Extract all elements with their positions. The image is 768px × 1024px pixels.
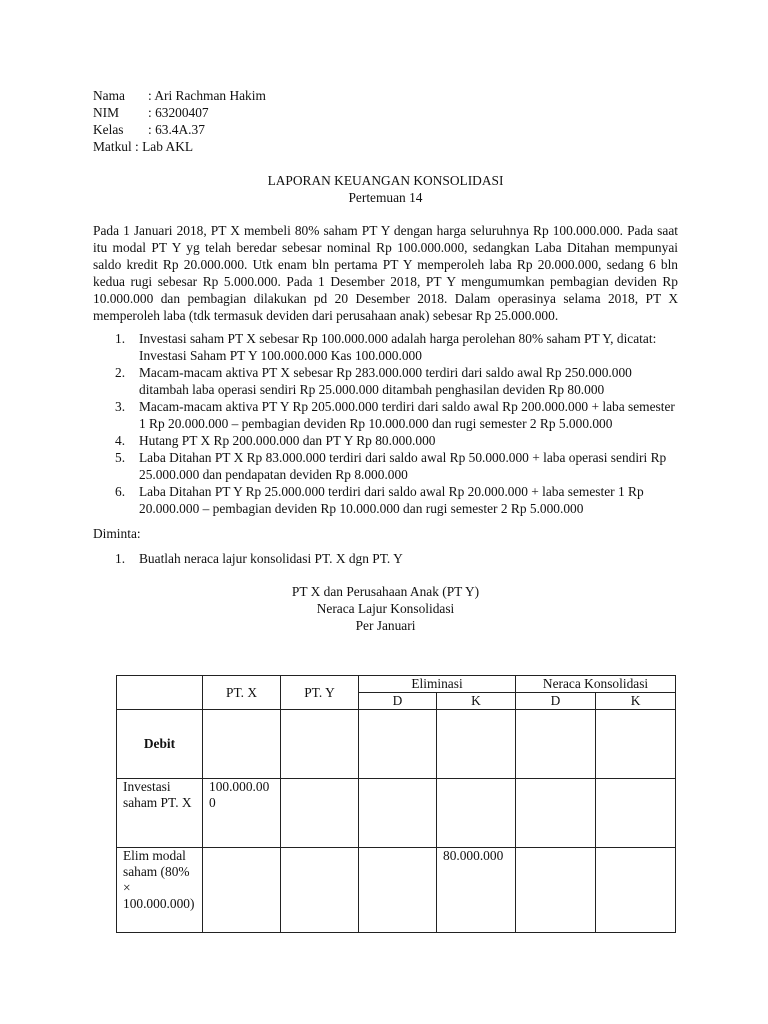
cell-pty [281, 848, 359, 933]
cell-elim-d [359, 779, 437, 848]
list-text: Macam-macam aktiva PT Y Rp 205.000.000 terdiri dari saldo awal Rp 200.000.000 + laba semester 1 Rp 20.000.000 – pembagian deviden Rp 10.000.000 dan rugi semester 2 Rp 5.000.000 [139, 399, 675, 431]
task-text: Buatlah neraca lajur konsolidasi PT. X dgn PT. Y [139, 551, 403, 566]
student-info [93, 87, 678, 155]
list-item [93, 398, 678, 432]
info-matkul: Matkul : Lab AKL [93, 139, 194, 154]
list-item [93, 364, 678, 398]
worksheet-title-date: Per Januari [355, 618, 416, 633]
cell-pty [281, 710, 359, 779]
diminta-label: Diminta: [93, 526, 141, 541]
row-label: Elim modal saham (80% × 100.000.000) [117, 848, 203, 933]
document-page [93, 87, 678, 634]
info-value: : Ari Rachman Hakim [148, 88, 266, 103]
list-item [93, 449, 678, 483]
info-value: : 63200407 [148, 105, 209, 120]
consolidation-worksheet [116, 675, 676, 933]
table-row [117, 848, 676, 933]
cell-nk-d [516, 779, 596, 848]
info-row-matkul [93, 138, 678, 155]
cell-ptx: 100.000.000 [203, 779, 281, 848]
cell-ptx [203, 710, 281, 779]
cell-elim-k [437, 779, 516, 848]
intro-paragraph: Pada 1 Januari 2018, PT X membeli 80% saham PT Y dengan harga seluruhnya Rp 100.000.000. Pada saat itu modal PT Y yg telah beredar sebesar nominal Rp 100.000.000, sedangkan Laba Ditahan mempunyai saldo kredit Rp 20.000.000. Utk enam bln pertama PT Y memperoleh laba Rp 20.000.000, sedang 6 bln kedua rugi sebesar Rp 5.000.000. Pada 1 Desember 2018, PT Y mengumumkan pembagian deviden Rp 10.000.000 dan pembagian dilakukan pd 20 Desember 2018. Dalam operasinya selama 2018, PT X memperoleh laba (tdk termasuk deviden dari perusahaan anak) sebesar Rp 25.000.000. [93, 223, 678, 323]
task-item [93, 550, 678, 567]
table-header-row [117, 676, 676, 693]
cell-nk-d [516, 848, 596, 933]
cell-nk-k [596, 848, 676, 933]
list-number: 3. [115, 399, 126, 414]
header-neraca-konsolidasi: Neraca Konsolidasi [516, 676, 676, 693]
list-number: 4. [115, 433, 126, 448]
header-account [117, 676, 203, 710]
table-row [117, 779, 676, 848]
header-nk-kredit: K [596, 693, 676, 710]
header-eliminasi: Eliminasi [359, 676, 516, 693]
row-label: Debit [117, 710, 203, 779]
info-row-nim [93, 104, 678, 121]
cell-elim-k: 80.000.000 [437, 848, 516, 933]
worksheet-title-name: Neraca Lajur Konsolidasi [316, 601, 455, 616]
info-value: : 63.4A.37 [148, 122, 205, 137]
cell-elim-d [359, 848, 437, 933]
info-row-nama [93, 87, 678, 104]
header-elim-debit: D [359, 693, 437, 710]
cell-nk-d [516, 710, 596, 779]
list-item [93, 483, 678, 517]
list-text: Hutang PT X Rp 200.000.000 dan PT Y Rp 80.000.000 [139, 433, 436, 448]
info-label: Kelas [93, 122, 124, 137]
list-item [93, 330, 678, 364]
list-text: Laba Ditahan PT Y Rp 25.000.000 terdiri dari saldo awal Rp 20.000.000 + laba semester 1 Rp 20.000.000 – pembagian deviden Rp 10.000.000 dan rugi semester 2 Rp 5.000.000 [139, 484, 644, 516]
list-text: Laba Ditahan PT X Rp 83.000.000 terdiri dari saldo awal Rp 50.000.000 + laba operasi sendiri Rp 25.000.000 dan pendapatan deviden Rp 8.000.000 [139, 450, 667, 482]
list-item [93, 432, 678, 449]
worksheet-title-company: PT X dan Perusahaan Anak (PT Y) [291, 584, 480, 599]
report-subtitle: Pertemuan 14 [348, 190, 423, 205]
cell-ptx [203, 848, 281, 933]
cell-nk-k [596, 710, 676, 779]
header-nk-debit: D [516, 693, 596, 710]
list-number: 2. [115, 365, 126, 380]
cell-nk-k [596, 779, 676, 848]
info-label: Nama [93, 88, 125, 103]
row-label: Investasi saham PT. X [117, 779, 203, 848]
report-title-block [93, 172, 678, 206]
header-elim-kredit: K [437, 693, 516, 710]
list-number: 5. [115, 450, 126, 465]
info-label: NIM [93, 105, 120, 120]
info-row-kelas [93, 121, 678, 138]
task-number: 1. [115, 551, 126, 566]
report-title: LAPORAN KEUANGAN KONSOLIDASI [267, 173, 504, 188]
cell-pty [281, 779, 359, 848]
list-number: 6. [115, 484, 126, 499]
list-text: Investasi saham PT X sebesar Rp 100.000.000 adalah harga perolehan 80% saham PT Y, dicatat: Investasi Saham PT Y 100.000.000 Kas 100.000.000 [139, 331, 657, 363]
cell-elim-d [359, 710, 437, 779]
list-text: Macam-macam aktiva PT X sebesar Rp 283.000.000 terdiri dari saldo awal Rp 250.000.000 ditambah laba operasi sendiri Rp 25.000.000 ditambah penghasilan deviden Rp 80.000 [139, 365, 632, 397]
list-number: 1. [115, 331, 126, 346]
header-ptx: PT. X [203, 676, 281, 710]
cell-elim-k [437, 710, 516, 779]
facts-list [93, 330, 678, 517]
table-row [117, 710, 676, 779]
header-pty: PT. Y [281, 676, 359, 710]
worksheet-title-block [93, 583, 678, 634]
